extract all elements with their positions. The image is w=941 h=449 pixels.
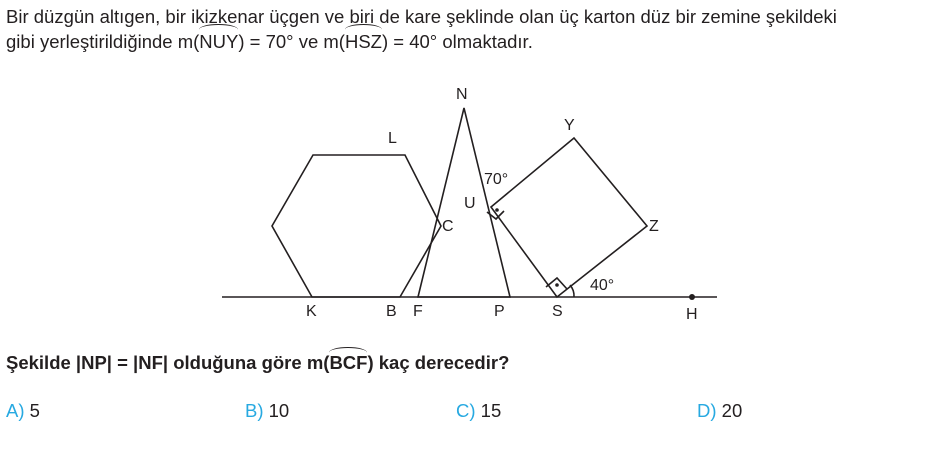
label-h: H: [686, 306, 698, 323]
option-b[interactable]: [245, 400, 289, 422]
angle-nuy-label: NUY: [199, 31, 239, 52]
right-angle-dot-s: [555, 283, 559, 287]
label-k: K: [306, 303, 317, 320]
square: [491, 138, 647, 297]
label-u: U: [464, 195, 476, 212]
option-b-letter: B): [245, 400, 264, 421]
right-angle-dot-u: [495, 208, 499, 212]
angle-bcf-label: BCF: [329, 352, 368, 373]
option-c[interactable]: [456, 400, 501, 422]
label-b: B: [386, 303, 397, 320]
question-text: [6, 352, 509, 374]
intro-text-a: gibi yerleştirildiğinde m(: [6, 31, 200, 52]
hexagon: [272, 155, 441, 297]
point-h-dot: [689, 294, 695, 300]
label-f: F: [413, 303, 423, 320]
label-n: N: [456, 86, 468, 103]
angle-arc-hsz: [570, 285, 574, 297]
option-b-value: 10: [268, 400, 290, 421]
label-y: Y: [564, 117, 575, 134]
option-c-value: 15: [480, 400, 502, 421]
option-a-letter: A): [6, 400, 25, 421]
option-a[interactable]: [6, 400, 40, 422]
question-part-a: Şekilde |NP| = |NF| olduğuna göre m(: [6, 352, 330, 373]
label-p: P: [494, 303, 505, 320]
label-angle-70: 70°: [484, 171, 509, 188]
label-l: L: [388, 130, 397, 147]
option-d-letter: D): [697, 400, 717, 421]
option-d[interactable]: [697, 400, 742, 422]
label-c: C: [442, 218, 454, 235]
intro-line-1: Bir düzgün altıgen, bir ikizkenar üçgen ve biri de kare şeklinde olan üç karton düz bir zemine şekildeki: [6, 6, 837, 27]
option-a-value: 5: [29, 400, 40, 421]
label-angle-40: 40°: [590, 277, 615, 294]
option-d-value: 20: [721, 400, 743, 421]
question-part-b: ) kaç derecedir?: [367, 352, 510, 373]
intro-text-c: ) = 40° olmaktadır.: [381, 31, 533, 52]
option-c-letter: C): [456, 400, 476, 421]
intro-text-b: ) = 70° ve m(: [238, 31, 345, 52]
angle-hsz-label: HSZ: [344, 31, 382, 52]
label-s: S: [552, 303, 563, 320]
label-z: Z: [649, 218, 659, 235]
